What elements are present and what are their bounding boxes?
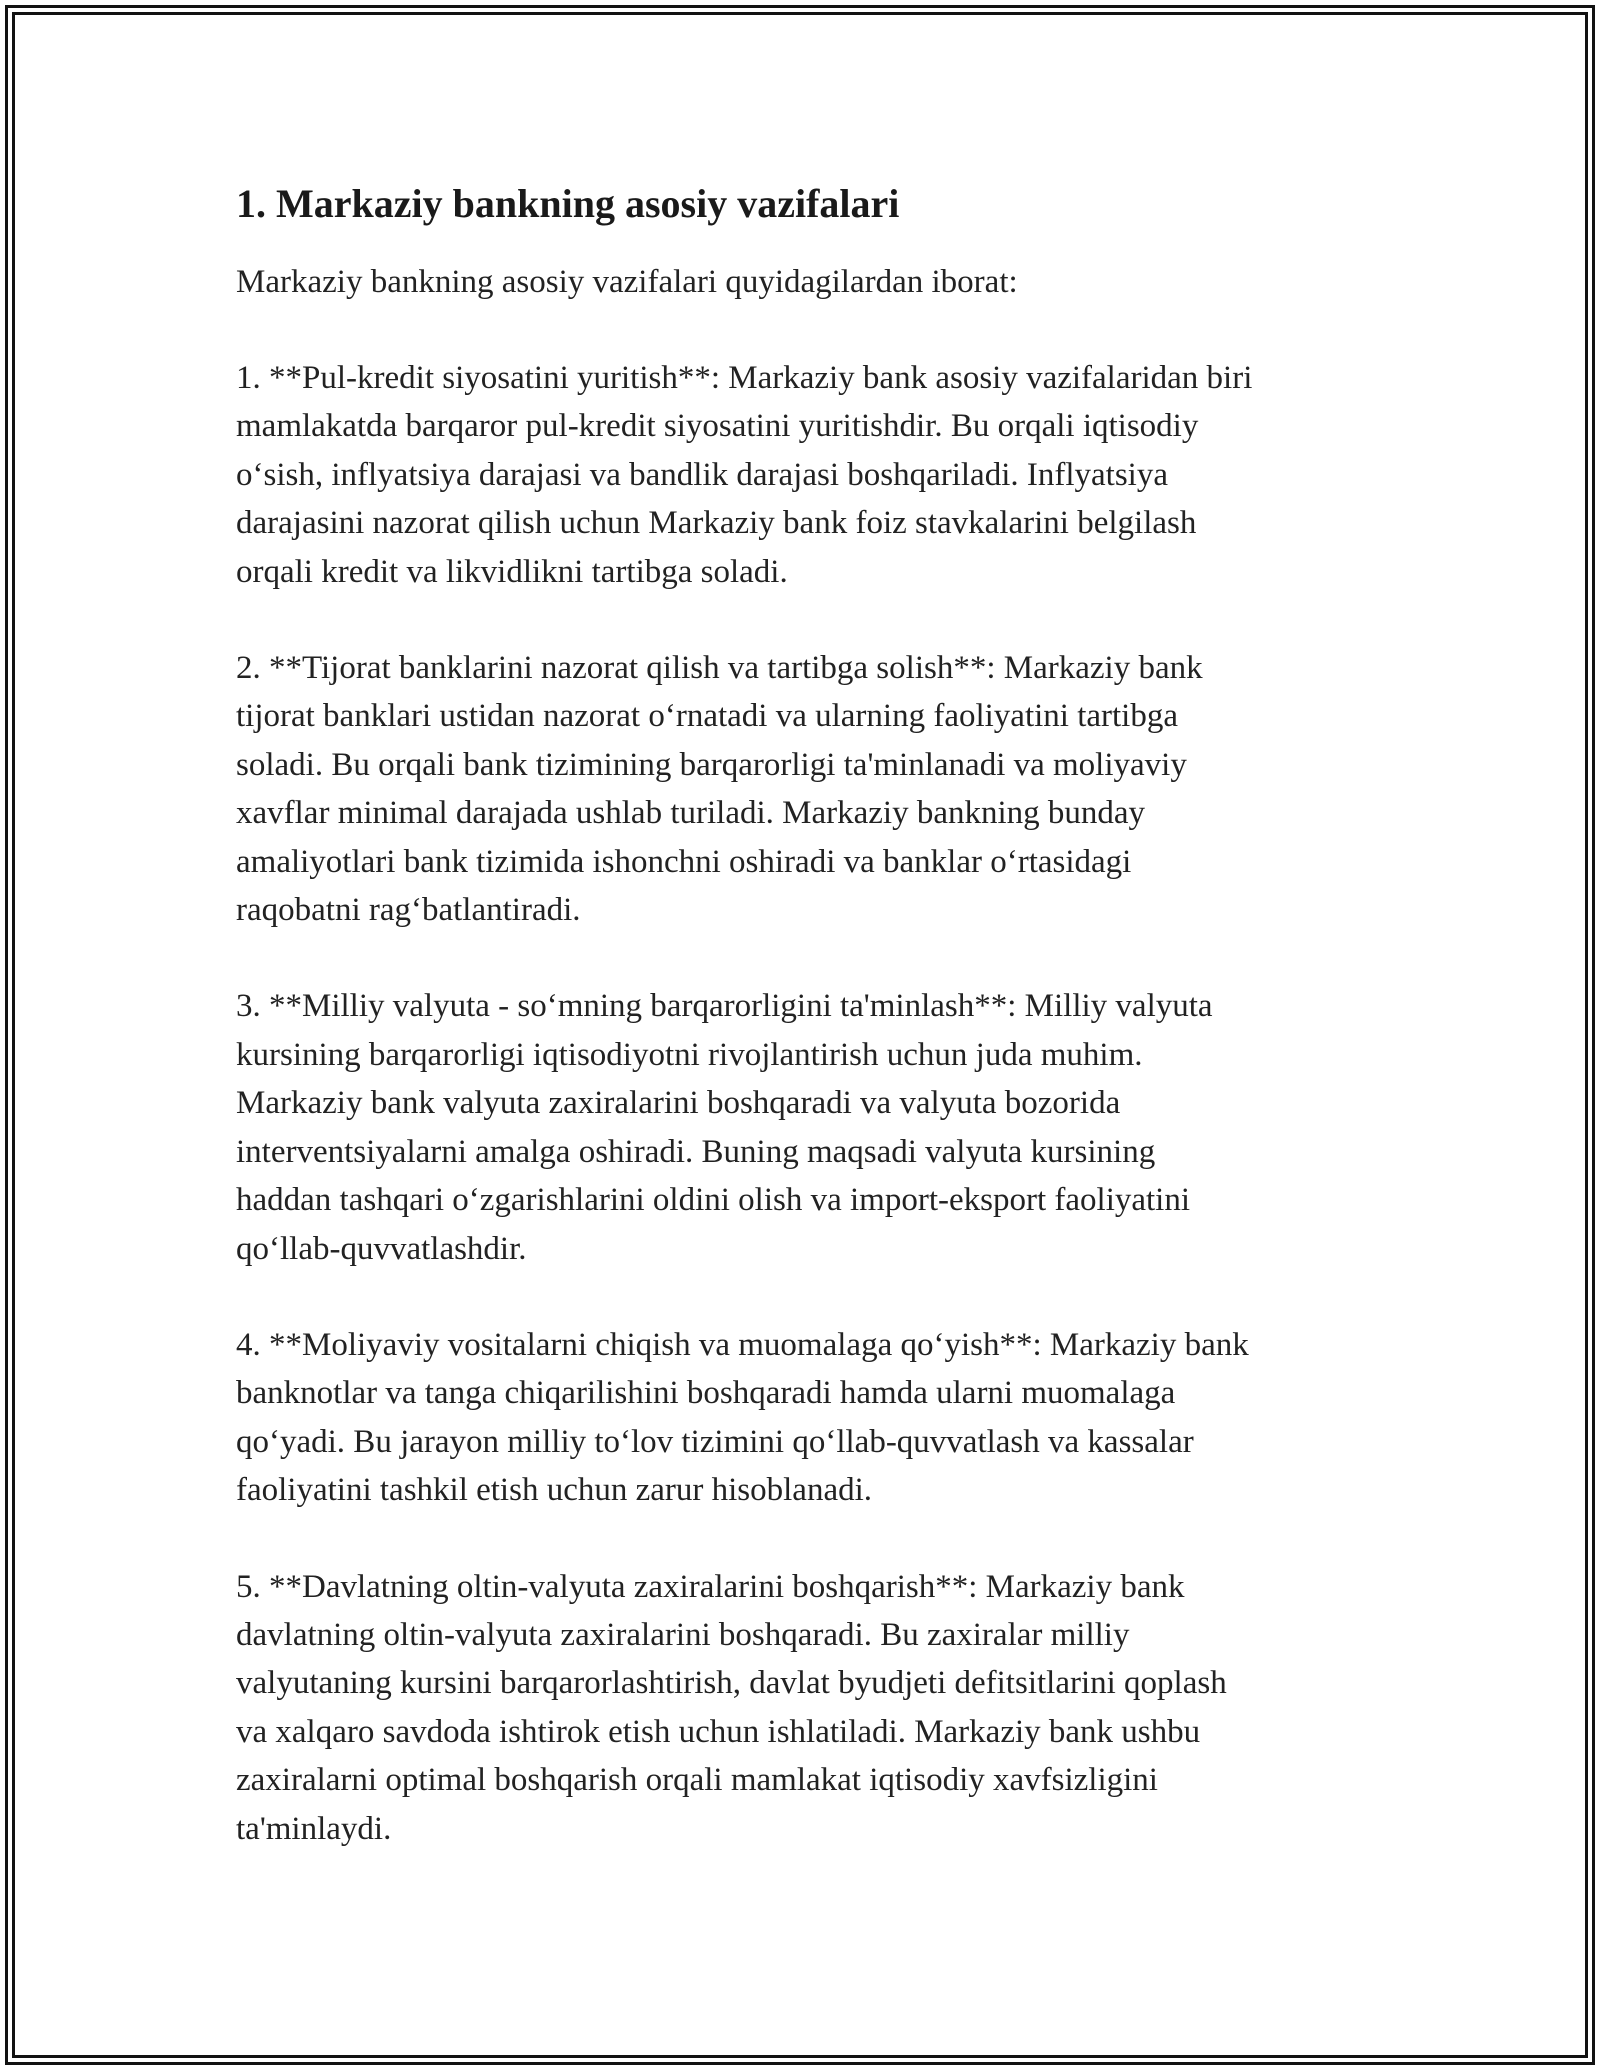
document-body [236, 180, 1396, 1901]
text-line: orqali kredit va likvidlikni tartibga soladi. [236, 553, 788, 590]
text-line: davlatning oltin-valyuta zaxiralarini boshqaradi. Bu zaxiralar milliy [236, 1616, 1130, 1653]
text-line: qo‘llab-quvvatlashdir. [236, 1230, 527, 1267]
list-item-currency-stability [236, 982, 1396, 1272]
list-item-currency-issuance [236, 1321, 1396, 1515]
text-line: va xalqaro savdoda ishtirok etish uchun ishlatiladi. Markaziy bank ushbu [236, 1713, 1201, 1750]
text-line: darajasini nazorat qilish uchun Markaziy bank foiz stavkalarini belgilash [236, 505, 1197, 542]
text-line: valyutaning kursini barqarorlashtirish, davlat byudjeti defitsitlarini qoplash [236, 1665, 1227, 1702]
text-line: kursining barqarorligi iqtisodiyotni rivojlantirish uchun juda muhim. [236, 1036, 1143, 1073]
text-line: qo‘yadi. Bu jarayon milliy to‘lov tizimini qo‘llab-quvvatlash va kassalar [236, 1423, 1194, 1460]
text-line: soladi. Bu orqali bank tizimining barqarorligi ta'minlanadi va moliyaviy [236, 746, 1187, 783]
list-item-monetary-policy [236, 354, 1396, 596]
intro-paragraph: Markaziy bankning asosiy vazifalari quyidagilardan iborat: [236, 264, 1018, 300]
text-line: 1. **Pul-kredit siyosatini yuritish**: Markaziy bank asosiy vazifalaridan biri [236, 360, 1253, 396]
text-line: haddan tashqari o‘zgarishlarini oldini olish va import-eksport faoliyatini [236, 1182, 1191, 1219]
text-line: 4. **Moliyaviy vositalarni chiqish va muomalaga qo‘yish**: Markaziy bank [236, 1326, 1249, 1363]
text-line: amaliyotlari bank tizimida ishonchni oshiradi va banklar o‘rtasidagi [236, 843, 1132, 880]
text-line: tijorat banklari ustidan nazorat o‘rnatadi va ularning faoliyatini tartibga [236, 698, 1178, 735]
text-line: Markaziy bank valyuta zaxiralarini boshqaradi va valyuta bozorida [236, 1085, 1121, 1122]
text-line: banknotlar va tanga chiqarilishini boshqaradi hamda ularni muomalaga [236, 1375, 1176, 1412]
text-line: raqobatni rag‘batlantiradi. [236, 892, 581, 929]
text-line: o‘sish, inflyatsiya darajasi va bandlik darajasi boshqariladi. Inflyatsiya [236, 456, 1168, 493]
text-line: mamlakatda barqaror pul-kredit siyosatini yuritishdir. Bu orqali iqtisodiy [236, 408, 1199, 445]
text-line: 3. **Milliy valyuta - so‘mning barqarorligini ta'minlash**: Milliy valyuta [236, 988, 1213, 1025]
text-line: faoliyatini tashkil etish uchun zarur hisoblanadi. [236, 1472, 873, 1509]
document-title: 1. Markaziy bankning asosiy vazifalari [236, 181, 900, 226]
text-line: 5. **Davlatning oltin-valyuta zaxiralarini boshqarish**: Markaziy bank [236, 1568, 1185, 1605]
list-item-bank-supervision [236, 644, 1396, 934]
text-line: ta'minlaydi. [236, 1810, 392, 1847]
text-line: interventsiyalarni amalga oshiradi. Buning maqsadi valyuta kursining [236, 1133, 1156, 1170]
text-line: xavflar minimal darajada ushlab turiladi. Markaziy bankning bunday [236, 795, 1146, 832]
list-item-reserves-management [236, 1563, 1396, 1853]
text-line: zaxiralarni optimal boshqarish orqali mamlakat iqtisodiy xavfsizligini [236, 1762, 1158, 1799]
text-line: 2. **Tijorat banklarini nazorat qilish va tartibga solish**: Markaziy bank [236, 650, 1203, 687]
